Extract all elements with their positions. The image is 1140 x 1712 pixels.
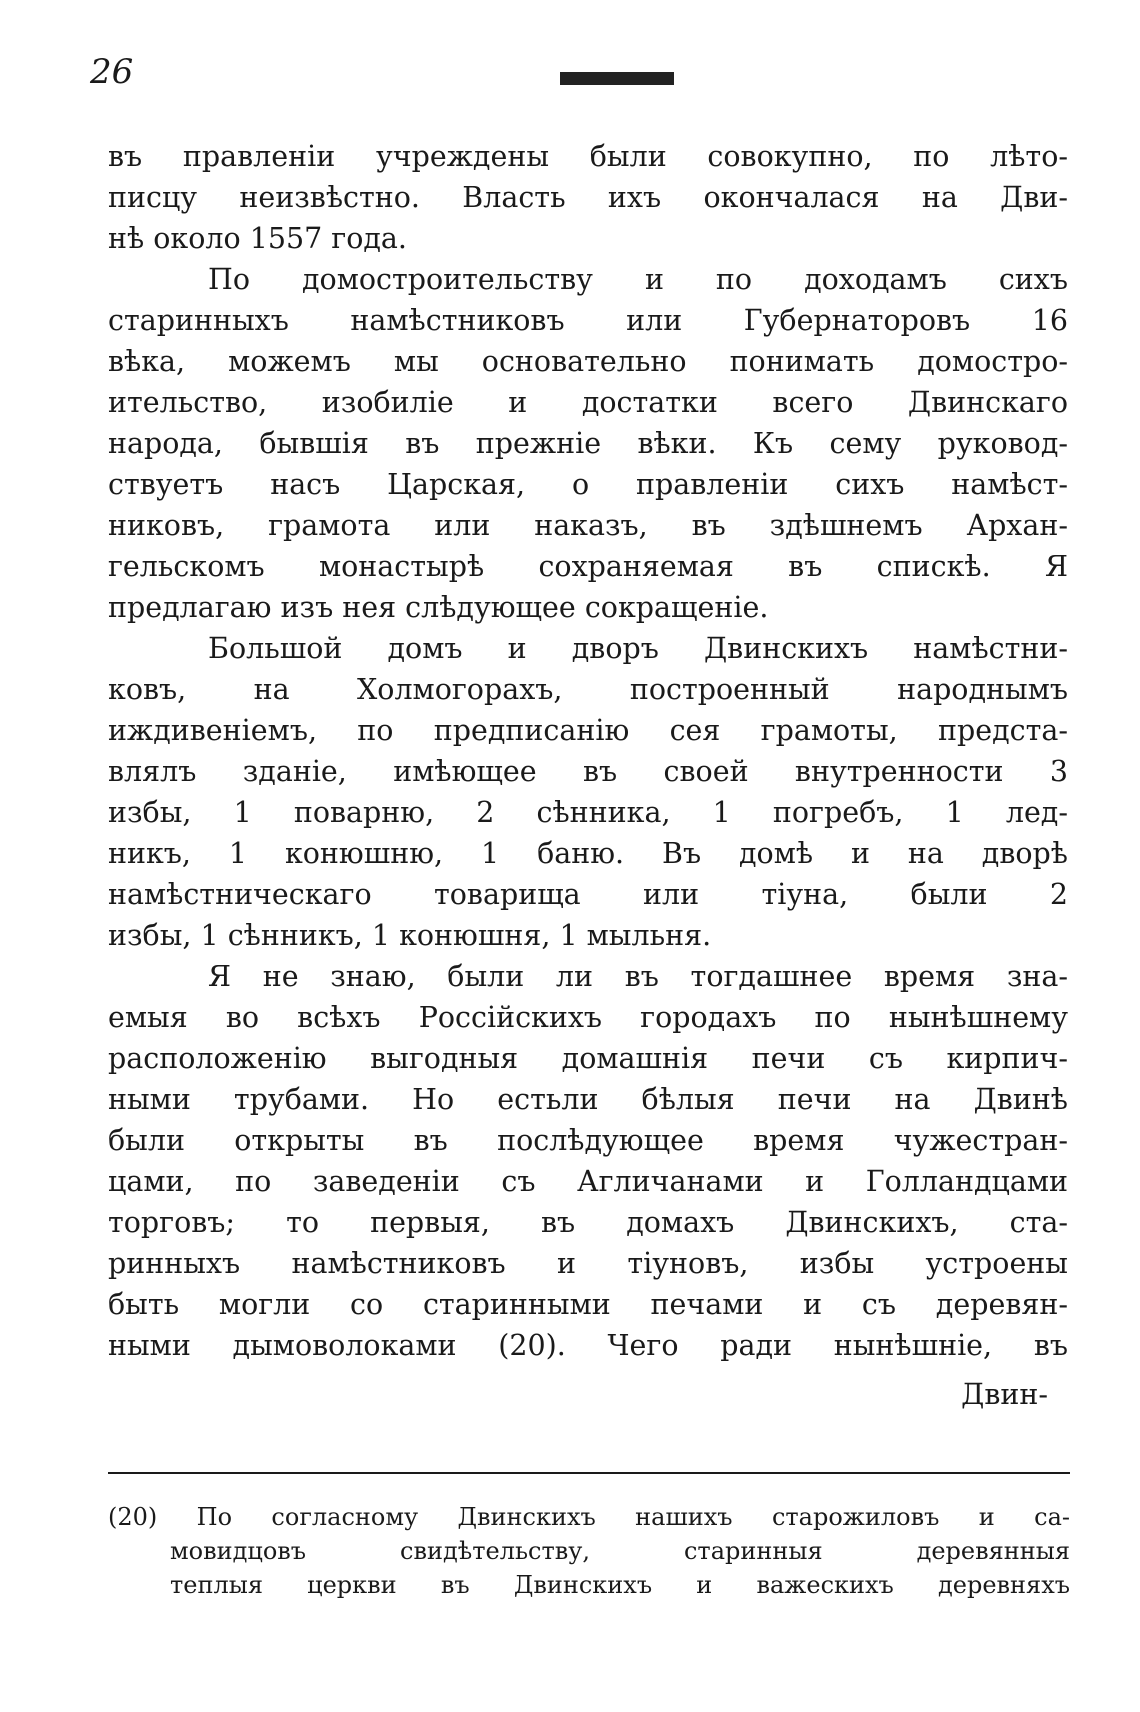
text-line: По домостроительству и по доходамъ сихъ xyxy=(208,263,1068,296)
footnote-line: (20) По согласному Двинскихъ нашихъ старожиловъ и са- xyxy=(108,1503,1070,1531)
text-line: никовъ, грамота или наказъ, въ здѣшнемъ Архан- xyxy=(108,509,1068,542)
text-line: предлагаю изъ нея слѣдующее сокращеніе. xyxy=(108,591,769,624)
text-line: цами, по заведеніи съ Агличанами и Голландцами xyxy=(108,1165,1068,1198)
text-line: намѣстническаго товарища или тіуна, были 2 xyxy=(108,878,1068,911)
text-line: расположенію выгодныя домашнія печи съ кирпич- xyxy=(108,1042,1068,1075)
text-line: избы, 1 сѣнникъ, 1 конюшня, 1 мыльня. xyxy=(108,919,712,952)
catchword: Двин- xyxy=(961,1378,1048,1411)
text-line: ствуетъ насъ Царская, о правленіи сихъ намѣст- xyxy=(108,468,1068,501)
text-line: торговъ; то первыя, въ домахъ Двинскихъ, ста- xyxy=(108,1206,1068,1239)
text-line: избы, 1 поварню, 2 сѣнника, 1 погребъ, 1 лед- xyxy=(108,796,1068,829)
text-line: нѣ около 1557 года. xyxy=(108,222,407,255)
text-line: никъ, 1 конюшню, 1 баню. Въ домѣ и на дворѣ xyxy=(108,837,1068,870)
footnote-rule xyxy=(108,1472,1070,1474)
text-line: старинныхъ намѣстниковъ или Губернаторовъ 16 xyxy=(108,304,1068,337)
page-number: 26 xyxy=(90,52,134,92)
text-line: ительство, изобиліе и достатки всего Двинскаго xyxy=(108,386,1068,419)
text-line: писцу неизвѣстно. Власть ихъ окончалася на Дви- xyxy=(108,181,1068,214)
text-line: народа, бывшія въ прежніе вѣки. Къ сему руковод- xyxy=(108,427,1068,460)
text-line: емыя во всѣхъ Россійскихъ городахъ по нынѣшнему xyxy=(108,1001,1068,1034)
text-line: ными трубами. Но естьли бѣлыя печи на Двинѣ xyxy=(108,1083,1068,1116)
text-line: влялъ зданіе, имѣющее въ своей внутренности 3 xyxy=(108,755,1068,788)
text-line: иждивеніемъ, по предписанію сея грамоты, предста- xyxy=(108,714,1068,747)
text-line: вѣка, можемъ мы основательно понимать домостро- xyxy=(108,345,1068,378)
text-line: быть могли со старинными печами и съ деревян- xyxy=(108,1288,1068,1321)
text-line: были открыты въ послѣдующее время чужестран- xyxy=(108,1124,1068,1157)
text-line: ринныхъ намѣстниковъ и тіуновъ, избы устроены xyxy=(108,1247,1068,1280)
footnote-line: мовидцовъ свидѣтельству, старинныя деревянныя xyxy=(170,1537,1070,1565)
text-line: въ правленіи учреждены были совокупно, по лѣто- xyxy=(108,140,1068,173)
text-line: ковъ, на Холмогорахъ, построенный народнымъ xyxy=(108,673,1068,706)
text-line: Я не знаю, были ли въ тогдашнее время зна- xyxy=(208,960,1068,993)
text-line: Большой домъ и дворъ Двинскихъ намѣстни- xyxy=(208,632,1068,665)
text-line: ными дымоволоками (20). Чего ради нынѣшніе, въ xyxy=(108,1329,1068,1362)
text-line: гельскомъ монастырѣ сохраняемая въ спискѣ. Я xyxy=(108,550,1068,583)
footnote-line: теплыя церкви въ Двинскихъ и важескихъ деревняхъ xyxy=(170,1571,1070,1599)
header-rule xyxy=(560,72,674,85)
